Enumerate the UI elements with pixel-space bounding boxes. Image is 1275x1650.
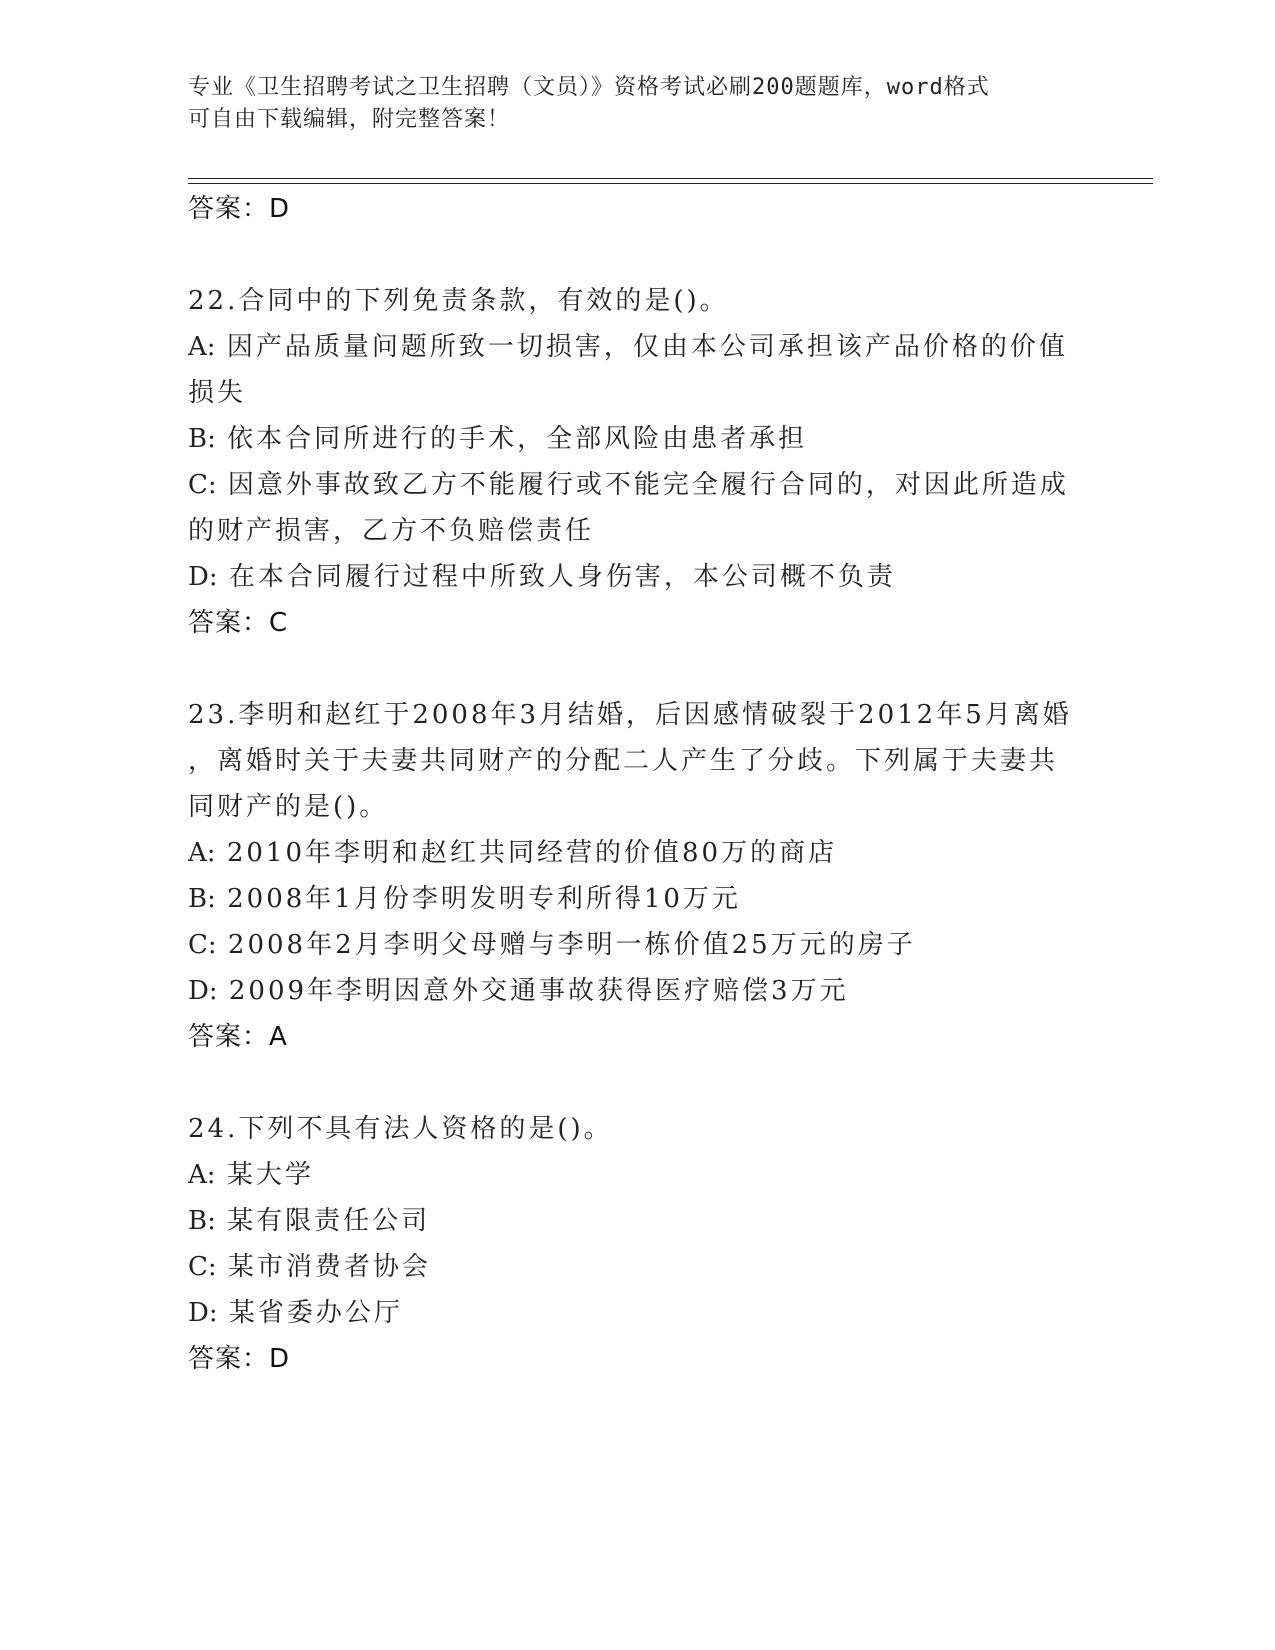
option-b (188, 416, 1088, 462)
option-text: 2010年李明和赵红共同经营的价值80万的商店 (226, 838, 838, 868)
spacer (188, 1060, 1088, 1106)
question-block (188, 692, 1088, 1060)
option-text: 因意外事故致乙方不能履行或不能完全履行合同的，对因此所造成 (227, 470, 1069, 500)
spacer (188, 646, 1088, 692)
option-text-continued: 损失 (188, 378, 247, 408)
option-c (188, 1244, 1088, 1290)
answer-line: 答案：D (188, 1344, 291, 1374)
answer-line: 答案：C (188, 608, 289, 638)
option-text: 某省委办公厅 (228, 1298, 403, 1328)
spacer (188, 232, 1088, 278)
answer-line: 答案：A (188, 1022, 288, 1052)
question-stem: 22.合同中的下列免责条款，有效的是()。 (188, 286, 729, 316)
question-stem: 24.下列不具有法人资格的是()。 (188, 1114, 613, 1144)
option-b (188, 1198, 1088, 1244)
option-d (188, 968, 1088, 1014)
option-text: 某市消费者协会 (227, 1252, 431, 1282)
option-c (188, 922, 1088, 968)
option-text: 2008年1月份李明发明专利所得10万元 (227, 884, 741, 914)
question-stem-continued: ，离婚时关于夫妻共同财产的分配二人产生了分歧。下列属于夫妻共 (188, 746, 1059, 776)
option-b (188, 876, 1088, 922)
option-label: C: (188, 1252, 217, 1282)
option-label: C: (188, 470, 217, 500)
option-label: B: (188, 424, 216, 454)
option-text: 在本合同履行过程中所致人身伤害，本公司概不负责 (228, 562, 896, 592)
option-label: A: (188, 1160, 216, 1190)
header-line-2: 可自由下载编辑，附完整答案！ (188, 107, 511, 132)
header-line-1: 专业《卫生招聘考试之卫生招聘（文员）》资格考试必刷200题题库，word格式 (188, 75, 990, 100)
question-block (188, 1106, 1088, 1382)
option-label: B: (188, 1206, 216, 1236)
option-label: A: (188, 838, 216, 868)
option-text: 某大学 (226, 1160, 314, 1190)
option-label: D: (188, 1298, 218, 1328)
option-text-continued: 的财产损害，乙方不负赔偿责任 (188, 516, 595, 546)
option-a (188, 1152, 1088, 1198)
option-c (188, 462, 1088, 554)
question-block (188, 278, 1088, 646)
option-label: D: (188, 976, 218, 1006)
question-stem: 23.李明和赵红于2008年3月结婚，后因感情破裂于2012年5月离婚 (188, 700, 1072, 730)
option-d (188, 554, 1088, 600)
previous-answer: 答案：D (188, 194, 291, 224)
question-stem-continued: 同财产的是()。 (188, 792, 389, 822)
option-d (188, 1290, 1088, 1336)
option-text: 2009年李明因意外交通事故获得医疗赔偿3万元 (228, 976, 849, 1006)
option-label: D: (188, 562, 218, 592)
option-text: 2008年2月李明父母赠与李明一栋价值25万元的房子 (227, 930, 916, 960)
option-label: B: (188, 884, 216, 914)
question-content (188, 186, 1088, 1382)
option-text: 依本合同所进行的手术，全部风险由患者承担 (227, 424, 808, 454)
option-a (188, 324, 1088, 416)
option-text: 某有限责任公司 (227, 1206, 431, 1236)
option-text: 因产品质量问题所致一切损害，仅由本公司承担该产品价格的价值 (226, 332, 1068, 362)
page-header (188, 72, 1068, 136)
option-a (188, 830, 1088, 876)
option-label: A: (188, 332, 216, 362)
option-label: C: (188, 930, 217, 960)
header-rule-top (188, 178, 1153, 179)
header-rule-bottom (188, 183, 1153, 184)
